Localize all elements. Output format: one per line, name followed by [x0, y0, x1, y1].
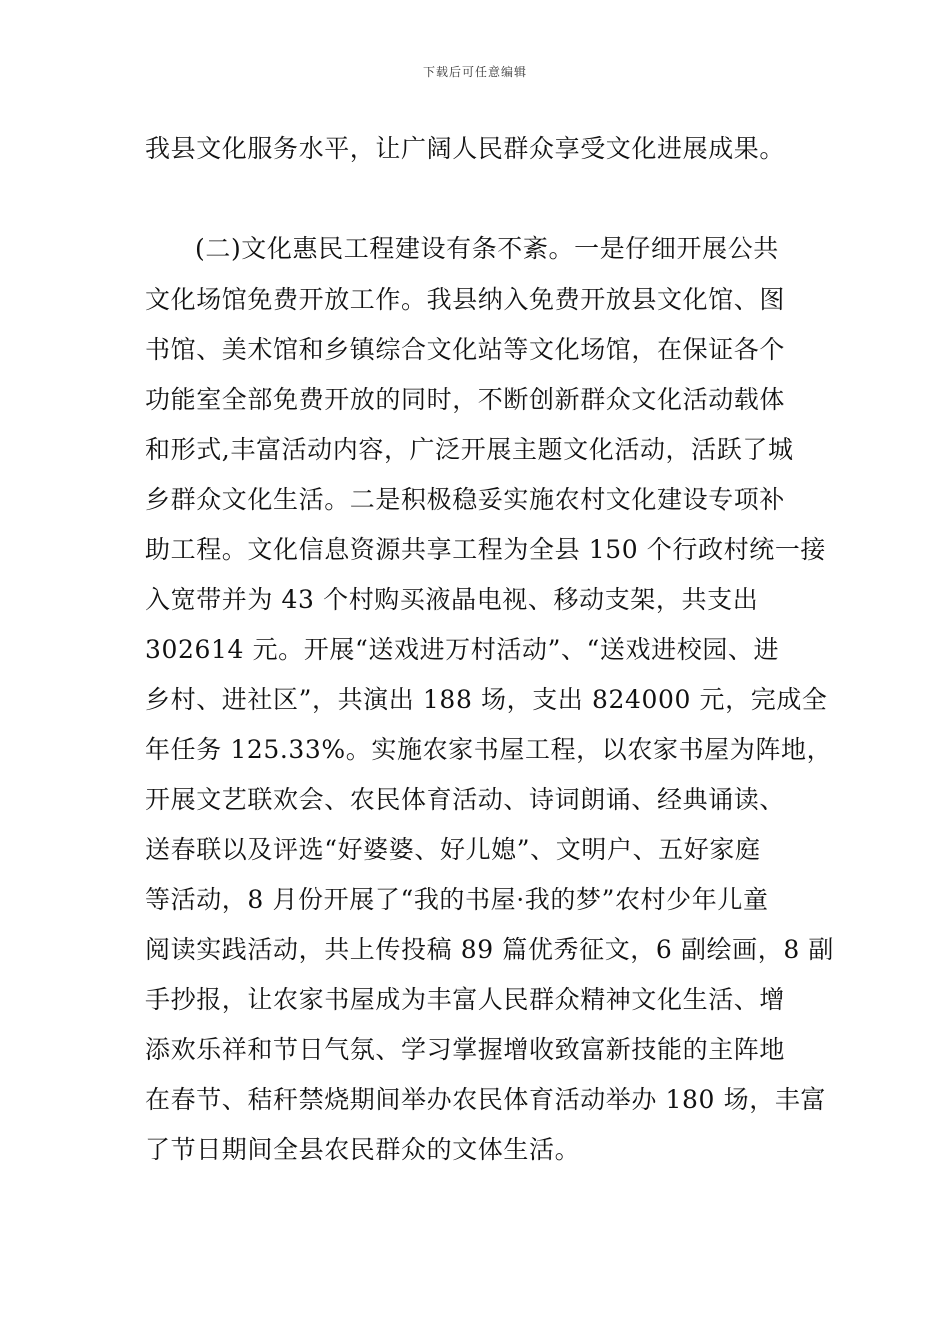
paragraph-2-line-17: 添欢乐祥和节日气氛、学习掌握增收致富新技能的主阵地 — [145, 1035, 786, 1064]
paragraph-2-line-19: 了节日期间全县农民群众的文体生活。 — [145, 1135, 581, 1164]
paragraph-2-line-15: 阅读实践活动，共上传投稿 89 篇优秀征文，6 副绘画，8 副 — [145, 935, 835, 964]
paragraph-2-line-8: 入宽带并为 43 个村购买液晶电视、移动支架，共支出 — [145, 585, 759, 614]
page-header: 下载后可任意编辑 — [422, 65, 527, 79]
paragraph-2-line-11: 年任务 125.33%。实施农家书屋工程，以农家书屋为阵地， — [145, 735, 833, 764]
paragraph-2-line-12: 开展文艺联欢会、农民体育活动、诗词朗诵、经典诵读、 — [145, 785, 786, 814]
paragraph-2-line-9: 302614 元。开展“送戏进万村活动”、“送戏进校园、进 — [145, 635, 780, 664]
paragraph-2-line-14: 等活动，8 月份开展了“我的书屋·我的梦”农村少年儿童 — [145, 885, 769, 914]
paragraph-1-line-1: 我县文化服务水平，让广阔人民群众享受文化进展成果。 — [145, 134, 786, 163]
paragraph-2-line-13: 送春联以及评选“好婆婆、好儿媳”、文明户、五好家庭 — [145, 835, 761, 864]
paragraph-2-line-2: 文化场馆免费开放工作。我县纳入免费开放县文化馆、图 — [145, 285, 786, 314]
paragraph-2-line-5: 和形式,丰富活动内容，广泛开展主题文化活动，活跃了城 — [145, 435, 794, 464]
paragraph-2-line-16: 手抄报，让农家书屋成为丰富人民群众精神文化生活、增 — [145, 985, 786, 1014]
paragraph-2-line-4: 功能室全部免费开放的同时，不断创新群众文化活动载体 — [145, 385, 786, 414]
paragraph-2-line-1: (二)文化惠民工程建设有条不紊。一是仔细开展公共 — [195, 234, 779, 263]
paragraph-2-line-6: 乡群众文化生活。二是积极稳妥实施农村文化建设专项补 — [145, 485, 786, 514]
paragraph-2-line-7: 助工程。文化信息资源共享工程为全县 150 个行政村统一接 — [145, 535, 827, 564]
paragraph-2-line-18: 在春节、秸秆禁烧期间举办农民体育活动举办 180 场，丰富 — [145, 1085, 827, 1114]
paragraph-2-line-3: 书馆、美术馆和乡镇综合文化站等文化场馆，在保证各个 — [145, 335, 786, 364]
paragraph-2-line-10: 乡村、进社区”，共演出 188 场，支出 824000 元，完成全 — [145, 685, 828, 714]
